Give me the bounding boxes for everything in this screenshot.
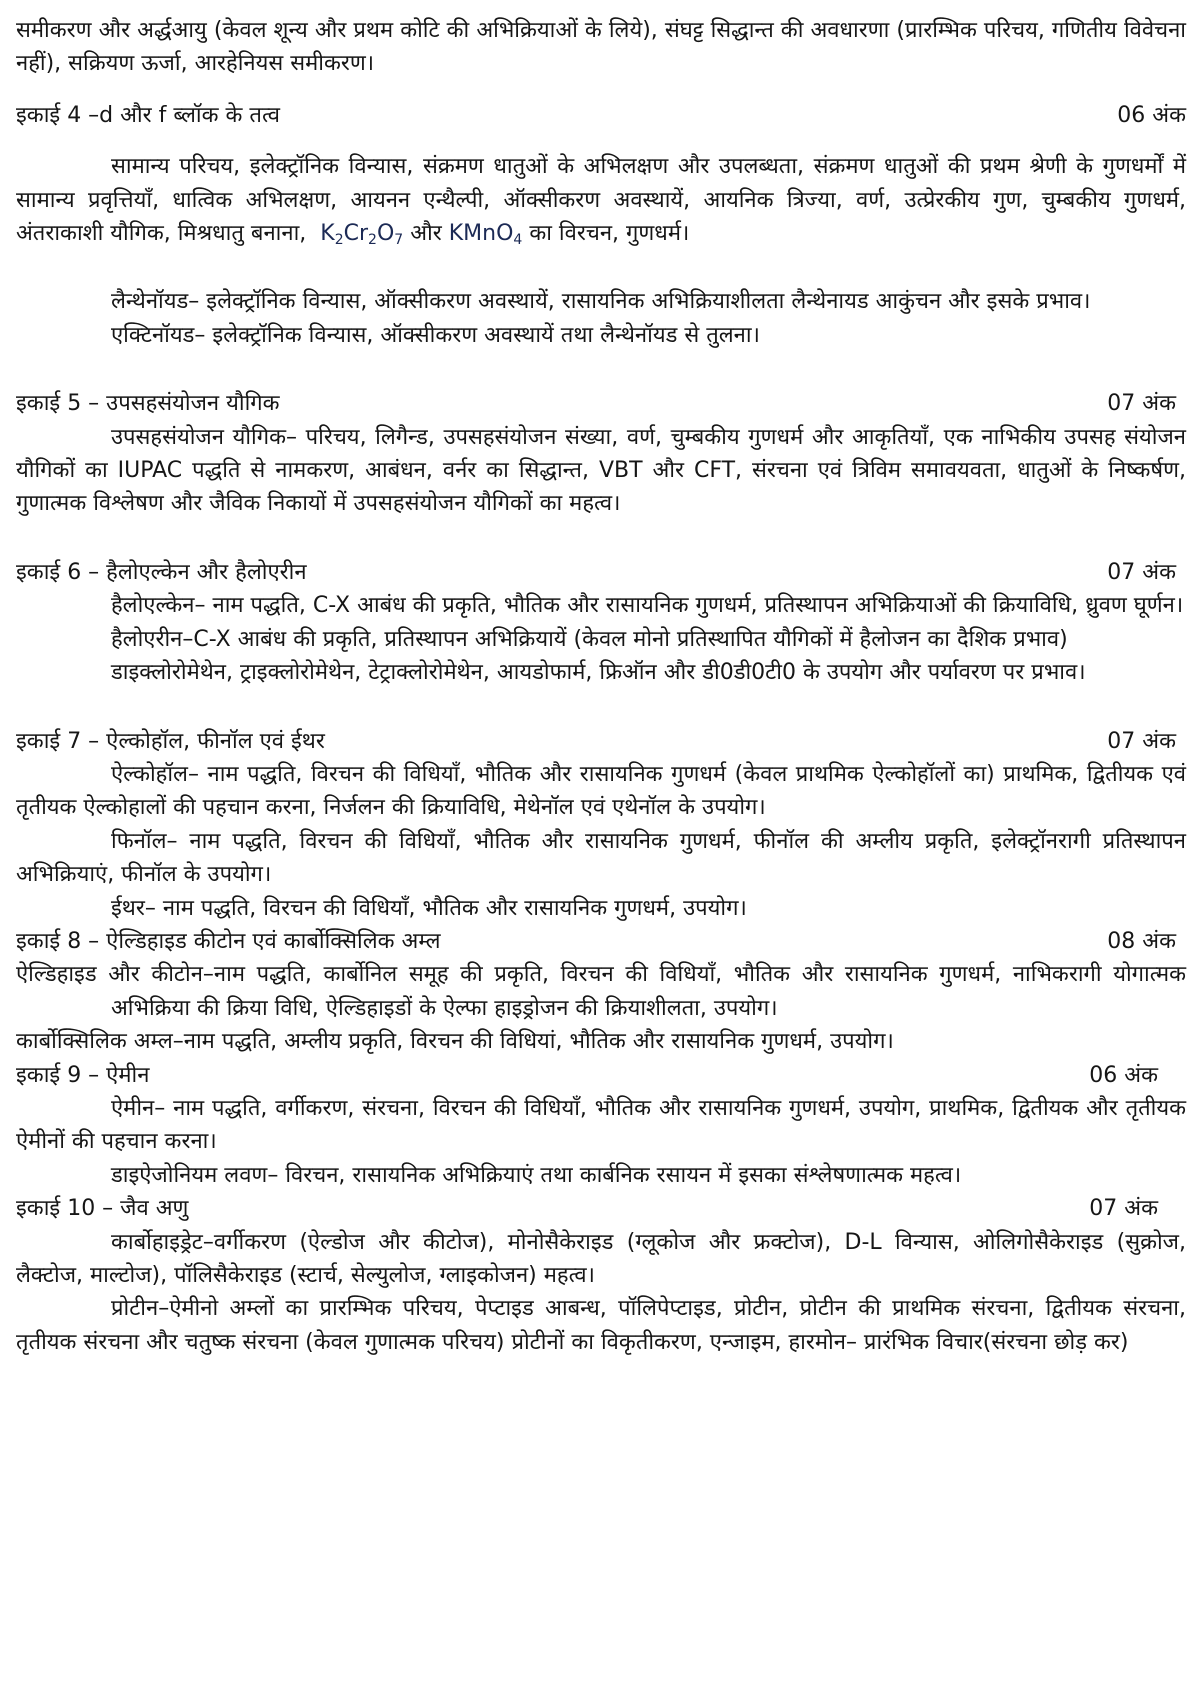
unit-title: इकाई 9 – ऐमीन (16, 1062, 150, 1088)
formula-k2cr2o7 (320, 221, 404, 249)
unit-marks: 07 अंक (1107, 391, 1176, 417)
unit-title: इकाई 10 – जैव अणु (16, 1196, 189, 1222)
formula-part: KMnO (448, 221, 514, 247)
formula-kmno4 (448, 221, 523, 249)
unit-title: इकाई 7 – ऐल्कोहॉल, फीनॉल एवं ईथर (16, 728, 325, 754)
unit-8-heading (16, 925, 1186, 958)
syllabus-page (16, 14, 1186, 1359)
unit-5-heading (16, 387, 1186, 420)
unit-marks: 07 अंक (1089, 1196, 1158, 1222)
unit-marks: 08 अंक (1107, 928, 1176, 954)
formula-part: Cr (343, 221, 369, 247)
text-segment: सामान्य परिचय, इलेक्ट्रॉनिक विन्यास, संक्रमण धातुओं के अभिलक्षण और उपलब्धता, संक्रमण धातुओं की प्रथम श्रेणी के गुणधर्मों में सामान्य प्रवृत्तियाँ, धात्विक अभिलक्षण, आयनन एन्थैल्पी, ऑक्सीकरण अवस्थायें, आयनिक त्रिज्या, वर्ण, उत्प्रेरकीय गुण, चुम्बकीय गुणधर्म, अंतराकाशी यौगिक, मिश्रधातु बनाना, (16, 154, 1186, 247)
intro-paragraph: समीकरण और अर्द्धआयु (केवल शून्य और प्रथम कोटि की अभिक्रियाओं के लिये), संघट्ट सिद्धान्त की अवधारणा (प्रारम्भिक परिचय, गणितीय विवेचना नहीं), सक्रियण ऊर्जा, आरहेनियस समीकरण। (16, 18, 1186, 77)
formula-sub: 2 (334, 232, 344, 249)
formula-sub: 4 (513, 232, 523, 249)
amine-paragraph: ऐमीन– नाम पद्धति, वर्गीकरण, संरचना, विरचन की विधियाँ, भौतिक और रासायनिक गुणधर्म, उपयोग, प्राथमिक, द्वितीयक और तृतीयक ऐमीनों की पहचान करना। (16, 1095, 1186, 1155)
unit-marks: 07 अंक (1107, 559, 1176, 585)
formula-sub: 2 (368, 232, 377, 249)
carboxylic-acid-paragraph: कार्बोक्सिलिक अम्ल–नाम पद्धति, अम्लीय प्रकृति, विरचन की विधियां, भौतिक और रासायनिक गुणधर्म, उपयोग। (16, 1029, 894, 1055)
unit-10-heading (16, 1192, 1186, 1225)
protein-paragraph: प्रोटीन–ऐमीनो अम्लों का प्रारम्भिक परिचय, पेप्टाइड आबन्ध, पॉलिपेप्टाइड, प्रोटीन, प्रोटीन की प्राथमिक संरचना, द्वितीयक संरचना, तृतीयक संरचना और चतुष्क संरचना (केवल गुणात्मक परिचय) प्रोटीनों का विकृतीकरण, एन्जाइम, हारमोन– प्रारंभिक विचार(संरचना छोड़ कर) (16, 1296, 1186, 1355)
formula-part: O (376, 221, 395, 247)
unit-title: इकाई 8 – ऐल्डिहाइड कीटोन एवं कार्बोक्सिलिक अम्ल (16, 928, 441, 954)
unit-4-heading (16, 99, 1186, 132)
ether-paragraph: ईथर– नाम पद्धति, विरचन की विधियाँ, भौतिक और रासायनिक गुणधर्म, उपयोग। (111, 895, 747, 921)
polyhalogen-paragraph: डाइक्लोरोमेथेन, ट्राइक्लोरोमेथेन, टेट्राक्लोरोमेथेन, आयडोफार्म, फ्रिऑन और डी0डी0टी0 के उपयोग और पर्यावरण पर प्रभाव। (111, 660, 1086, 686)
unit-5-paragraph: उपसहसंयोजन यौगिक– परिचय, लिगैन्ड, उपसहसंयोजन संख्या, वर्ण, चुम्बकीय गुणधर्म और आकृतियाँ, एक नाभिकीय उपसह संयोजन यौगिकों का IUPAC पद्धति से नामकरण, आबंधन, वर्नर का सिद्धान्त, VBT और CFT, संरचना एवं त्रिविम समावयवता, धातुओं के निष्कर्षण, गुणात्मक विश्लेषण और जैविक निकायों में उपसहसंयोजन यौगिकों का महत्व। (16, 424, 1186, 517)
unit-6-heading (16, 556, 1186, 589)
aldehyde-ketone-paragraph: ऐल्डिहाइड और कीटोन–नाम पद्धति, कार्बोनिल समूह की प्रकृति, विरचन की विधियाँ, भौतिक और रासायनिक गुणधर्म, नाभिकरागी योगात्मक अभिक्रिया की क्रिया विधि, ऐल्डिहाइडों के ऐल्फा हाइड्रोजन की क्रियाशीलता, उपयोग। (16, 962, 1186, 1021)
unit-4-paragraph (16, 150, 1186, 250)
unit-marks: 07 अंक (1107, 728, 1176, 754)
unit-title: इकाई 4 –d और f ब्लॉक के तत्व (16, 102, 281, 128)
haloalkane-paragraph: हैलोएल्केन– नाम पद्धति, C-X आबंध की प्रकृति, भौतिक और रासायनिक गुणधर्म, प्रतिस्थापन अभिक्रियाओं की क्रियाविधि, ध्रुवण घूर्णन। (111, 593, 1184, 619)
unit-7-heading (16, 725, 1186, 758)
unit-title: इकाई 6 – हैलोएल्केन और हैलोएरीन (16, 559, 307, 585)
text-segment: और (410, 221, 442, 247)
lanthanoid-paragraph: लैन्थेनॉयड– इलेक्ट्रॉनिक विन्यास, ऑक्सीकरण अवस्थायें, रासायनिक अभिक्रियाशीलता लैन्थेनायड आकुंचन और इसके प्रभाव। (111, 289, 1091, 315)
formula-part: K (320, 221, 335, 247)
unit-title: इकाई 5 – उपसहसंयोजन यौगिक (16, 391, 280, 417)
unit-marks: 06 अंक (1089, 1062, 1158, 1088)
alcohol-paragraph: ऐल्कोहॉल– नाम पद्धति, विरचन की विधियाँ, भौतिक और रासायनिक गुणधर्म (केवल प्राथमिक ऐल्कोहॉलों का) प्राथमिक, द्वितीयक एवं तृतीयक ऐल्कोहालों की पहचान करना, निर्जलन की क्रियाविधि, मेथेनॉल एवं एथेनॉल के उपयोग। (16, 761, 1186, 821)
unit-9-heading (16, 1059, 1186, 1092)
phenol-paragraph: फिनॉल– नाम पद्धति, विरचन की विधियाँ, भौतिक और रासायनिक गुणधर्म, फीनॉल की अम्लीय प्रकृति, इलेक्ट्रॉनरागी प्रतिस्थापन अभिक्रियाएं, फीनॉल के उपयोग। (16, 828, 1186, 888)
carbohydrate-paragraph: कार्बोहाइड्रेट–वर्गीकरण (ऐल्डोज और कीटोज), मोनोसैकेराइड (ग्लूकोज और फ्रक्टोज), D-L विन्यास, ओलिगोसैकेराइड (सुक्रोज, लैक्टोज, माल्टोज), पॉलिसैकेराइड (स्टार्च, सेल्युलोज, ग्लाइकोजन) महत्व। (16, 1229, 1186, 1288)
unit-marks: 06 अंक (1117, 102, 1186, 128)
text-segment: का विरचन, गुणधर्म। (529, 221, 690, 247)
actinoid-paragraph: एक्टिनॉयड– इलेक्ट्रॉनिक विन्यास, ऑक्सीकरण अवस्थायें तथा लैन्थेनॉयड से तुलना। (111, 322, 760, 348)
haloarene-paragraph: हैलोएरीन–C-X आबंध की प्रकृति, प्रतिस्थापन अभिक्रियायें (केवल मोनो प्रतिस्थापित यौगिकों में हैलोजन का दैशिक प्रभाव) (111, 626, 1068, 652)
formula-sub: 7 (394, 232, 404, 249)
diazonium-paragraph: डाइऐजोनियम लवण– विरचन, रासायनिक अभिक्रियाएं तथा कार्बनिक रसायन में इसका संश्लेषणात्मक महत्व। (111, 1162, 962, 1188)
